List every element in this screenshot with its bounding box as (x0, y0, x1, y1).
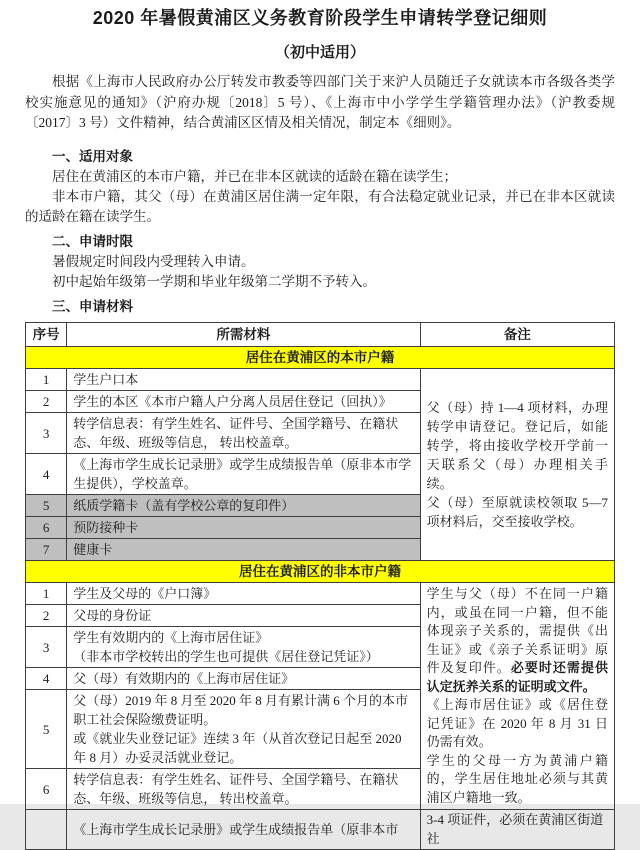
material-cell: 转学信息表：有学生姓名、证件号、全国学籍号、在籍状态、年级、班级等信息， 转出校盖章。 (67, 413, 420, 454)
material-cell: 父（母）有效期内的《上海市居住证》 (67, 668, 420, 690)
material-cell: 《上海市学生成长记录册》或学生成绩报告单（原非本市 (67, 810, 420, 850)
material-cell: 纸质学籍卡（盖有学校公章的复印件） (67, 495, 420, 517)
section-paragraph: 居住在黄浦区的本市户籍，并已在非本区就读的适龄在籍在读学生； (52, 169, 457, 184)
row-number: 7 (26, 539, 67, 561)
page-subtitle: （初中适用） (274, 44, 365, 61)
materials-table (25, 322, 615, 850)
section-band-label: 居住在黄浦区的非本市户籍 (26, 561, 615, 583)
row-number: 3 (26, 627, 67, 668)
row-number: 3 (26, 413, 67, 454)
row-number (26, 810, 67, 850)
row-number: 1 (26, 369, 67, 391)
section-heading-application-materials: 三、申请材料 (52, 299, 133, 314)
remark-paragraph: 学生的父母一方为黄浦户籍的，学生居住地址必须与其黄浦区户籍地一致。 (426, 752, 608, 805)
material-line: 或《就业失业登记证》连续 3 年（从首次登记日起至 2020 年 8 月）办妥灵活就业登记。 (73, 731, 402, 765)
row-number: 6 (26, 769, 67, 810)
material-cell: 学生及父母的《户口簿》 (67, 583, 420, 605)
remark-paragraph (427, 585, 608, 696)
material-cell (67, 627, 420, 668)
material-cell: 转学信息表：有学生姓名、证件号、全国学籍号、在籍状态、年级、班级等信息， 转出校盖章。 (67, 769, 420, 810)
row-number: 5 (26, 690, 67, 769)
remark-paragraph: 父（母）至原就读校领取 5—7 项材料后，交至接收学校。 (426, 495, 608, 529)
section-paragraph: 非本市户籍，其父（母）在黄浦区居住满一定年限，有合法稳定就业记录，并已在非本区就读的适龄在籍在读学生。 (25, 189, 615, 224)
remark-cell-group1 (420, 369, 614, 561)
material-cell (67, 690, 420, 769)
material-cell: 《上海市学生成长记录册》或学生成绩报告单（原非本市学生提供），学校盖章。 (67, 454, 420, 495)
section-band-label: 居住在黄浦区的本市户籍 (26, 347, 615, 369)
section-paragraph: 暑假规定时间段内受理转入申请。 (52, 254, 255, 269)
material-cell: 学生户口本 (67, 369, 420, 391)
row-number: 1 (26, 583, 67, 605)
remark-paragraph: 父（母）持 1—4 项材料，办理转学申请登记。登记后，如能转学，将由接收学校开学前一天联系父（母）办理相关手续。 (426, 400, 608, 491)
remark-cell-group2 (420, 583, 614, 810)
section-band-non-local-hukou (26, 561, 615, 583)
intro-paragraph: 根据《上海市人民政府办公厅转发市教委等四部门关于来沪人员随迁子女就读本市各级各类学校实施意见的通知》（沪府办规〔2018〕5 号）、《上海市中小学学生学籍管理办法》（沪教委规〔2017〕3 号）文件精神，结合黄浦区区情及相关情况，制定本《细则》。 (25, 74, 615, 130)
row-number: 6 (26, 517, 67, 539)
page-title: 2020 年暑假黄浦区义务教育阶段学生申请转学登记细则 (92, 8, 548, 28)
row-number: 4 (26, 668, 67, 690)
table-row (26, 583, 615, 605)
material-cell: 学生的本区《本市户籍人户分离人员居住登记（回执）》 (67, 391, 420, 413)
material-cell: 父母的身份证 (67, 605, 420, 627)
row-number: 2 (26, 605, 67, 627)
table-row (26, 369, 615, 391)
table-row (26, 810, 615, 850)
section-band-local-hukou (26, 347, 615, 369)
material-line: 学生有效期内的《上海市居住证》 (73, 630, 269, 645)
material-line: 父（母）2019 年 8 月至 2020 年 8 月有累计满 6 个月的本市职工社会保险缴费证明。 (73, 693, 408, 727)
table-header-row (26, 323, 615, 347)
section-heading-application-period: 二、申请时限 (52, 234, 133, 249)
column-header-no: 序号 (26, 323, 67, 347)
material-cell: 健康卡 (67, 539, 420, 561)
remark-cell-row7: 3-4 项证件，必须在黄浦区街道社 (420, 810, 614, 850)
material-cell: 预防接种卡 (67, 517, 420, 539)
section-heading-applicable-targets: 一、适用对象 (52, 149, 133, 164)
row-number: 2 (26, 391, 67, 413)
column-header-material: 所需材料 (67, 323, 420, 347)
remark-text: 学生与父（母）不在同一户籍内，或虽在同一户籍，但不能体现亲子关系的，需提供《出生证》或《亲子关系证明》原件及复印件。 (426, 586, 608, 675)
row-number: 4 (26, 454, 67, 495)
column-header-remark: 备注 (420, 323, 614, 347)
section-paragraph: 初中起始年级第一学期和毕业年级第二学期不予转入。 (52, 274, 376, 289)
row-number: 5 (26, 495, 67, 517)
remark-bold-text: 必要时还需提供认定抚养关系的证明或文件。 (426, 660, 608, 694)
material-line: （非本市学校转出的学生也可提供《居住登记凭证》） (73, 649, 379, 664)
remark-paragraph: 《上海市居住证》或《居住登记凭证》在 2020 年 8 月 31 日仍需有效。 (426, 697, 608, 749)
